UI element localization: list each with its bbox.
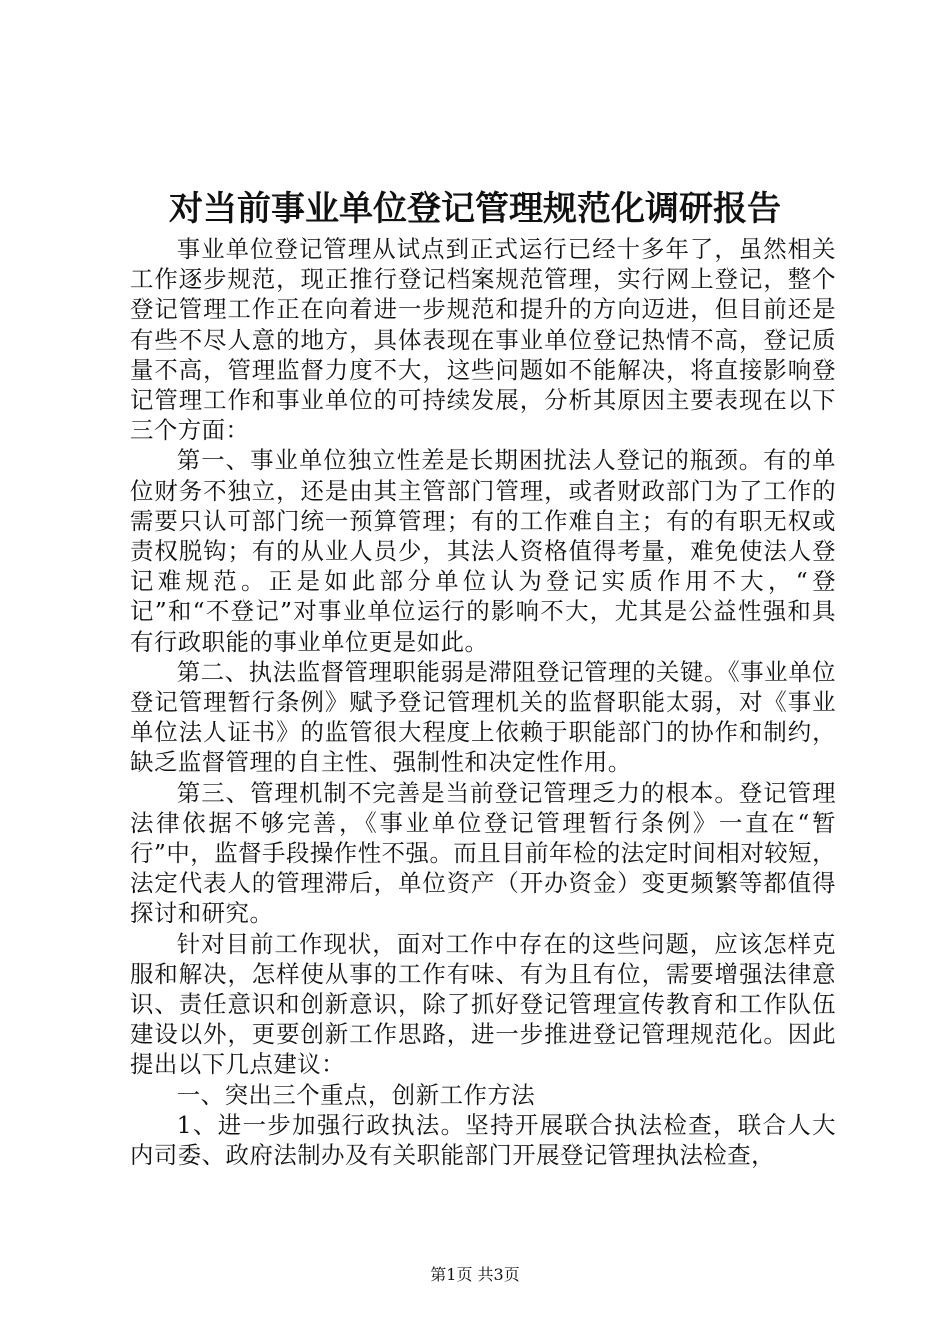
paragraph-point-two: 第二、执法监督管理职能弱是滞阻登记管理的关键。《事业单位登记管理暂行条例》赋予登记管理机关的监督职能太弱，对《事业单位法人证书》的监管很大程度上依赖于职能部门的协作和制约，缺乏监督管理的自主性、强制性和决定性作用。 xyxy=(130,657,836,777)
paragraph-point-one: 第一、事业单位独立性差是长期困扰法人登记的瓶颈。有的单位财务不独立，还是由其主管部门管理，或者财政部门为了工作的需要只认可部门统一预算管理；有的工作难自主；有的有职无权或责权脱钩；有的从业人员少，其法人资格值得考量，难免使法人登记难规范。正是如此部分单位认为登记实质作用不大，“登记”和“不登记”对事业单位运行的影响不大，尤其是公益性强和具有行政职能的事业单位更是如此。 xyxy=(130,446,836,656)
document-title: 对当前事业单位登记管理规范化调研报告 xyxy=(169,189,781,229)
paragraph-intro: 事业单位登记管理从试点到正式运行已经十多年了，虽然相关工作逐步规范，现正推行登记档案规范管理，实行网上登记，整个登记管理工作正在向着进一步规范和提升的方向迈进，但目前还是有些不尽人意的地方，具体表现在事业单位登记热情不高，登记质量不高，管理监督力度不大，这些问题如不能解决，将直接影响登记管理工作和事业单位的可持续发展，分析其原因主要表现在以下三个方面： xyxy=(130,235,836,445)
document-body xyxy=(130,234,836,1170)
paragraph-suggestions-intro: 针对目前工作现状，面对工作中存在的这些问题，应该怎样克服和解决，怎样使从事的工作有味、有为且有位，需要增强法律意识、责任意识和创新意识，除了抓好登记管理宣传教育和工作队伍建设以外，更要创新工作思路，进一步推进登记管理规范化。因此提出以下几点建议： xyxy=(130,929,836,1079)
paragraph-point-three: 第三、管理机制不完善是当前登记管理乏力的根本。登记管理法律依据不够完善，《事业单位登记管理暂行条例》一直在“暂行”中，监督手段操作性不强。而且目前年检的法定时间相对较短，法定代表人的管理滞后，单位资产（开办资金）变更频繁等都值得探讨和研究。 xyxy=(130,778,836,928)
page-footer: 第1页 共3页 xyxy=(430,1265,520,1284)
section-heading-one: 一、突出三个重点，创新工作方法 xyxy=(176,1080,536,1109)
paragraph-item-one: 1、进一步加强行政执法。坚持开展联合执法检查，联合人大内司委、政府法制办及有关职能部门开展登记管理执法检查， xyxy=(130,1110,836,1170)
